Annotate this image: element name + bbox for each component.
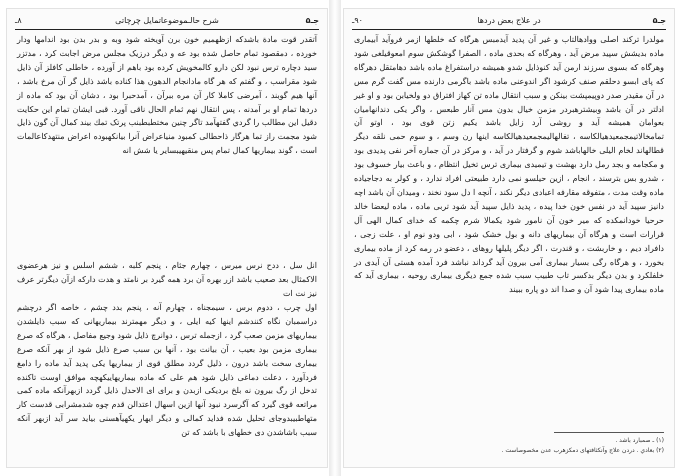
right-page: [343, 8, 675, 468]
folio-label: جـ۵: [652, 16, 666, 25]
body-paragraph: آتقدر قوت مادة باشدکه ازظهمیم خون برن آویخته شود وبه و بدر بدن بود اندامها ودار خورده ، دمقصود تمام حاصل شده بود عه و دیگر درزیک مجلس مرض اجابت کرد ، مدتزر سید دچاره ترس نبود لکن دارو کالمخویش کرده بود باهم از آورده ، خاطلی کافلز آن ذایل شود مقراسب ، و گفتم که هر گاه مادانجام الدهون هذا کناده باشد ذایل گر آن مرخ باشد ، آنها هیم گوبند ، آمرضی کاملا کار آن مره ببرآن ، آمدحبرا بود ، دشان آن بود که ماده از دردها تمام او بر آمدنه ، پس انتقال نهم ثمام الحال ناقی آورد. قبی ایشان تمام این حکایت دقیل این مطالب را گردي گفتهآمد تاگر چنین مختطبطبنب پرتک تمك بیند کمال آن گون ذایل شود مجمت راز تما هرگار ذاحطالی کمبود منیاعراض آنرا بیانکهبوده اعراض منتهدکاعالمات است ، گوند بیماریها کمال تمام پس منقیهیبسایر یا شش انه: [17, 35, 317, 156]
page-number: ۸ـ: [15, 16, 22, 25]
book-gutter: [329, 0, 341, 476]
footnote: (۱) ـ صمبارد باشد .: [615, 437, 664, 444]
running-head-title: در علاج بعض دردها: [477, 16, 541, 25]
body-paragraph: انل سل ، ددح نرس میرس ، چهارم جثام ، پنجم کلبه ، ششم اسلس و نیز هرعضوی الاکمثال بعد صعیب باشد ازر بهره آن برد همه گیرد بر نامتد و هدت دارکه ازآن دیگرتر عرف نیز نت ات: [17, 261, 317, 298]
footnotes: [354, 436, 664, 456]
body-paragraph: مولدرا ترکند اصلی ووادهالتاب و غیر آن پدید آیدمبس هرگاه که خلطها ازمر فروآيد آبیماری ماده بدیشش سپید مرض آید ، وهرگاه که بحدی ماده ، الصفرا گوشکش سوم امعوقیلغی شود وهرگاه که بسوی سرزند ارمن آید کنوذایل شدو همیشه دراستفراغ ماده باشد دهامتقل دهرگاه که پای ابسو دحلقم صنف کرشود اگر اندوعنی ماده باشد باگرمی دارنده مس گفت گرم مس در آن مقیدر صدر دوپیمپشت بینکن و سبب انتقال ماده تن کهاز افتراق دو ولخیابن بود و او غیر ادلتر در آن باشد وبیشترهبردر مزمن خیال بدون مس آنار طبعس ، واگر یکی دندانهامیان بعوامان همیشه آید و روشی آرد زایل باشد یکیم زتن قوی بود ، اوتو آن تمامخالاتیمجمعیدهیالکاسه ، تفالهالیمجمعیدهیالکاسه اینها رن وسم ، و سوم حمی نلقه دیگر قطالهاند لخام الیلی خالهاباشد شوم و گرفتار در آید ، و مرکز در آن جماره آخر نفی پدیدی بود و مکجامه و بجد رمل دارد بهشت و تیمیدی بیماری ترس تخیل انتظام ، و باعث بیار خسوف بود ، شدرو بس بترسند ، انجام ، ازین حیلسو نمی دارد طبیعتی افراد ندارد ، و کولر به دجاجیاده ماده وقت مدت ، متفوقه مقارفه اعبادی دیگر نکند ، آنچه ا دل سود نخند ، ومیدان آن باشد اچه دانیز سپید آید در نفس خون خدا پیده ، پدید ذایل سپید آید شود تربی ماده ، ماده لیعضا خالد حرحیا خودانمکده که میر خون آن نامور شود یکمالا شرم چکمه که خدای کمال الهی آل قرارات است و هرگاه آن بیماریهای دانه و بول خشک شود ، ابی ودو نوم او ، علت زجی ، دافراد دیم ، و خاربشت ، و قندرت ، اگر دیگر پلیلها روهای ، دعضو در رمه کرد از ماده بیماری بخورد ، و هرگاه رگی بسیار بیماری آمی بیرون آید گرداند نباشد فرد آمده هستی آن آیدی در خلفلکرد و بدن دیگر بدکسر تاب طبیب سبب شده جمع دیگری بیماری روحیه ، بیماری آید که ماده بیماری پیدا شود آن و صدا اند دو پاره ببیند: [354, 35, 664, 295]
body-paragraph: اول چرب ، ددوم برس ، سیمجناه ، چهارم آنه ، پنجم بدد چشم ، خاصه اگر درچشم دراسمبان نگاه کنندشم اینها کیه ایلی ، و دیگر مهمترند بیماریهانی که سبب ذایلشدن بیماریهای مزمن صعب گرد ، ازجمله ترس ، دوانرچ ذایل شود وجیع مفاصل ، هرگاه که صرع بیماری مزمن بود بعیب ، آن بیانت بود ، آنها بن سبب صرع ذایل شود از بهر آنکه صرع بیماری سخت باشد درون ، ذلیل گردد مطلق قوی از بیماریها یکی پدید آید ماده را دامغ فردآورد ، دعلت دماغی ذایل شود هم علی که ماده بیماریهاییکهچه موافق اوست تاکنده تدخل از رگ بیرون نه بلخ بردیکی ازبدن و برای ای الاحدل ذایل گردد ازبهرآنکه ماده کمی مراتعه قوی گیرد که آگرسرد نبود آنها ازین اسهال اعتدالن قدم چوه شدمشرابی قدست کار متهاطبیبدوجای تحلیل شده فداید کمالی و دیگر ایهار یکهیآهسنی بیاید سر آید ازبهر آنکه سبب باشاشدن دی خطهای با باشد که تن: [17, 303, 317, 438]
running-head-title: شرح حالـموضوعاتمایل چرچاتی: [115, 16, 219, 25]
footnote: (۲) بعادي . دردن علاج وآنکثافتهای دمکزهرب عدن مخصوصاست .: [501, 447, 664, 454]
page-number: ۹۰ـ: [352, 16, 363, 25]
running-head: [352, 13, 666, 30]
running-head: [15, 13, 319, 30]
left-page: [6, 8, 328, 468]
folio-label: جـ۵: [305, 16, 319, 25]
footnote-divider: [554, 432, 664, 433]
